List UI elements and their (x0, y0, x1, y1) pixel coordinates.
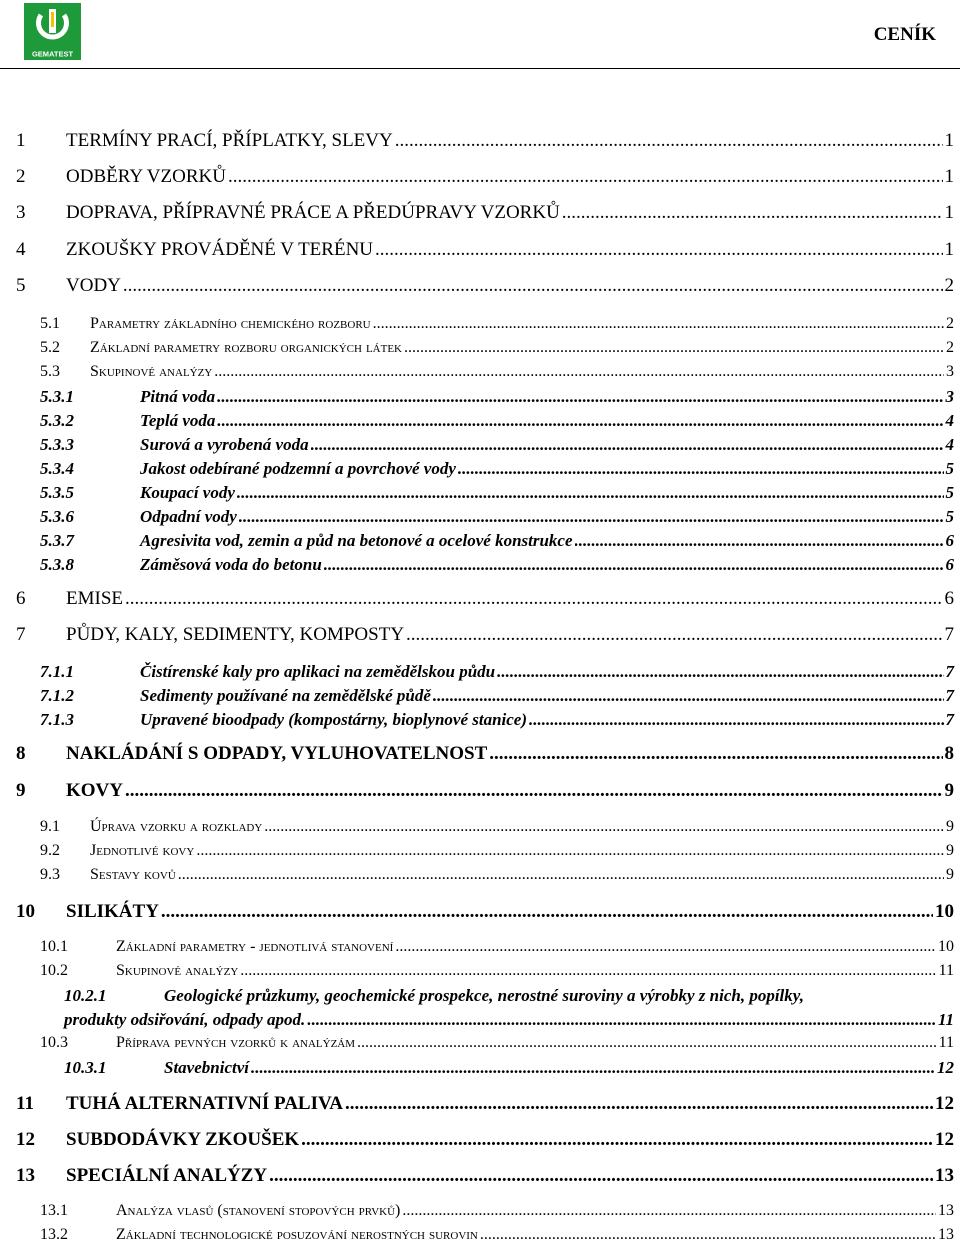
toc-entry-5-2[interactable] (40, 339, 954, 357)
toc-entry-8[interactable] (16, 743, 954, 765)
toc-leader (395, 130, 943, 152)
toc-leader (433, 686, 944, 706)
toc-title: Skupinové analýzy (90, 363, 213, 380)
toc-title: Základní technologické posuzování nerostných surovin (116, 1226, 478, 1243)
toc-entry-10-3-1[interactable] (64, 1058, 954, 1078)
toc-number: 10 (16, 901, 35, 922)
toc-page: 7 (945, 686, 954, 705)
toc-title: Koupací vody (140, 483, 235, 502)
toc-title: Jakost odebírané podzemní a povrchové vody (140, 459, 456, 478)
toc-page: 13 (938, 1202, 954, 1219)
toc-leader (161, 901, 933, 923)
toc-title: Upravené bioodpady (kompostárny, bioplynové stanice) (140, 710, 528, 729)
toc-number: 5.3.6 (40, 507, 74, 526)
toc-entry-6[interactable] (16, 588, 954, 610)
logo-text: GEMATEST (31, 49, 74, 59)
toc-entry-13-1[interactable] (40, 1202, 954, 1220)
toc-number: 5.3.1 (40, 387, 74, 406)
toc-page: 7 (945, 662, 954, 681)
toc-number: 10.3 (40, 1034, 68, 1051)
toc-page: 6 (944, 588, 954, 609)
toc-number: 9.1 (40, 818, 60, 835)
toc-title: NAKLÁDÁNÍ S ODPADY, VYLUHOVATELNOST (66, 743, 488, 764)
toc-entry-11[interactable] (16, 1093, 954, 1115)
toc-number: 3 (16, 202, 26, 223)
toc-number: 9.2 (40, 842, 60, 859)
toc-page: 11 (938, 1034, 954, 1051)
toc-entry-10[interactable] (16, 901, 954, 923)
toc-entry-9[interactable] (16, 780, 954, 802)
toc-title: Příprava pevných vzorků k analýzám (116, 1034, 356, 1051)
toc-leader (125, 588, 943, 610)
toc-number: 13 (16, 1165, 35, 1186)
toc-title: Skupinové analýzy (116, 962, 239, 979)
toc-entry-2[interactable] (16, 166, 954, 188)
toc-entry-5[interactable] (16, 275, 954, 297)
toc-title: TUHÁ ALTERNATIVNÍ PALIVA (66, 1093, 343, 1114)
toc-page: 2 (946, 315, 954, 332)
toc-leader (217, 411, 943, 431)
toc-entry-5-3-6[interactable] (40, 507, 954, 527)
toc-page: 2 (946, 339, 954, 356)
toc-leader (311, 435, 944, 455)
toc-entry-10-1[interactable] (40, 938, 954, 956)
toc-page: 1 (944, 166, 954, 187)
toc-number: 4 (16, 239, 26, 260)
toc-number: 6 (16, 588, 26, 609)
toc-title: Pitná voda (140, 387, 216, 406)
toc-page: 13 (938, 1226, 954, 1243)
toc-leader (345, 1093, 933, 1115)
toc-entry-5-1[interactable] (40, 315, 954, 333)
toc-leader (217, 387, 943, 407)
toc-leader (497, 662, 943, 682)
toc-title: TERMÍNY PRACÍ, PŘÍPLATKY, SLEVY (66, 130, 393, 151)
toc-number: 1 (16, 130, 26, 151)
toc-entry-5-3-8[interactable] (40, 555, 954, 575)
gematest-logo (24, 3, 81, 60)
toc-leader (489, 743, 942, 765)
toc-title: KOVY (66, 780, 123, 801)
toc-number: 5.3.8 (40, 555, 74, 574)
toc-leader (196, 842, 944, 860)
toc-page: 7 (945, 710, 954, 729)
toc-number: 13.2 (40, 1226, 68, 1243)
toc-title: Analýza vlasů (stanovení stopových prvků) (116, 1202, 401, 1219)
toc-entry-10-2-1[interactable] (64, 986, 954, 1006)
toc-leader (575, 531, 944, 551)
toc-leader (458, 459, 944, 479)
toc-page: 7 (944, 624, 954, 645)
toc-number: 5.1 (40, 315, 60, 332)
toc-title: ZKOUŠKY PROVÁDĚNÉ V TERÉNU (66, 239, 374, 260)
toc-number: 9 (16, 780, 26, 801)
toc-page: 11 (937, 1010, 954, 1029)
toc-number: 5.2 (40, 339, 60, 356)
toc-entry-5-3-7[interactable] (40, 531, 954, 551)
toc-number: 10.2.1 (64, 986, 107, 1005)
toc-page: 11 (938, 962, 954, 979)
toc-entry-13[interactable] (16, 1165, 954, 1187)
toc-leader (375, 239, 942, 261)
toc-number: 2 (16, 166, 26, 187)
toc-page: 5 (945, 459, 954, 478)
toc-leader (214, 363, 944, 381)
toc-page: 9 (946, 866, 954, 883)
toc-number: 5.3.4 (40, 459, 74, 478)
toc-page: 8 (944, 743, 954, 764)
toc-entry-5-3[interactable] (40, 363, 954, 381)
toc-leader (301, 1129, 933, 1151)
toc-page: 9 (946, 818, 954, 835)
toc-title: Geologické průzkumy, geochemické prospekce, nerostné suroviny a výrobky z nich, popílky, (164, 986, 804, 1005)
toc-title: Základní parametry rozboru organických látek (90, 339, 402, 356)
toc-page: 12 (937, 1058, 954, 1077)
toc-title: Odpadní vody (140, 507, 237, 526)
toc-leader (395, 938, 936, 956)
toc-page: 12 (935, 1129, 954, 1150)
toc-entry-12[interactable] (16, 1129, 954, 1151)
toc-title: SILIKÁTY (66, 901, 159, 922)
toc-leader (307, 1010, 936, 1030)
toc-entry-9-2[interactable] (40, 842, 954, 860)
toc-leader (480, 1226, 936, 1244)
toc-title: SUBDODÁVKY ZKOUŠEK (66, 1129, 300, 1150)
toc-number: 5.3 (40, 363, 60, 380)
toc-number: 7.1.1 (40, 662, 74, 681)
toc-title: Základní parametry - jednotlivá stanovení (116, 938, 394, 955)
toc-entry-7-1-3[interactable] (40, 710, 954, 730)
toc-page: 9 (946, 842, 954, 859)
toc-title: Teplá voda (140, 411, 216, 430)
toc-title: SPECIÁLNÍ ANALÝZY (66, 1165, 268, 1186)
toc-title: Agresivita vod, zemin a půd na betonové a ocelové konstrukce (140, 531, 573, 550)
toc-entry-10-2[interactable] (40, 962, 954, 980)
toc-entry-1[interactable] (16, 130, 954, 152)
toc-number: 7.1.2 (40, 686, 74, 705)
toc-entry-10-2-1-cont[interactable] (64, 1010, 954, 1030)
toc-leader (251, 1058, 935, 1078)
toc-page: 5 (945, 483, 954, 502)
toc-title: Surová a vyrobená voda (140, 435, 309, 454)
toc-entry-9-3[interactable] (40, 866, 954, 884)
toc-entry-5-3-1[interactable] (40, 387, 954, 407)
toc-leader (239, 507, 944, 527)
toc-number: 5.3.5 (40, 483, 74, 502)
toc-leader (373, 315, 944, 333)
toc-entry-9-1[interactable] (40, 818, 954, 836)
toc-entry-7-1-2[interactable] (40, 686, 954, 706)
toc-leader (237, 483, 944, 503)
toc-entry-3[interactable] (16, 202, 954, 224)
toc-page: 3 (945, 387, 954, 406)
toc-number: 10.3.1 (64, 1058, 107, 1077)
toc-entry-5-3-4[interactable] (40, 459, 954, 479)
toc-title: Záměsová voda do betonu (140, 555, 322, 574)
toc-title: PŮDY, KALY, SEDIMENTY, KOMPOSTY (66, 624, 405, 645)
toc-leader (357, 1034, 937, 1052)
toc-leader (406, 624, 942, 646)
toc-entry-13-2[interactable] (40, 1226, 954, 1244)
toc-page: 4 (945, 411, 954, 430)
toc-leader (264, 818, 944, 836)
toc-title: Úprava vzorku a rozklady (90, 818, 263, 835)
toc-title: Sedimenty používané na zemědělské půdě (140, 686, 431, 705)
toc-number: 8 (16, 743, 26, 764)
toc-leader (228, 166, 943, 188)
toc-page: 12 (935, 1093, 954, 1114)
toc-number: 12 (16, 1129, 35, 1150)
toc-number: 5.3.2 (40, 411, 74, 430)
toc-number: 5.3.3 (40, 435, 74, 454)
toc-leader (529, 710, 943, 730)
toc-number: 9.3 (40, 866, 60, 883)
toc-number: 10.2 (40, 962, 68, 979)
toc-page: 13 (935, 1165, 954, 1186)
toc-title-continuation: produkty odsiřování, odpady apod. (64, 1010, 306, 1029)
toc-leader (123, 275, 943, 297)
toc-number: 10.1 (40, 938, 68, 955)
toc-page: 2 (944, 275, 954, 296)
toc-entry-4[interactable] (16, 239, 954, 261)
toc-entry-5-3-5[interactable] (40, 483, 954, 503)
toc-leader (240, 962, 936, 980)
toc-title: ODBĚRY VZORKŮ (66, 166, 226, 187)
toc-page: 10 (938, 938, 954, 955)
toc-entry-7-1-1[interactable] (40, 662, 954, 682)
header-rule (0, 68, 960, 69)
toc-title: EMISE (66, 588, 123, 609)
toc-title: Čistírenské kaly pro aplikaci na zemědělskou půdu (140, 662, 496, 681)
toc-page: 1 (944, 239, 954, 260)
toc-leader (402, 1202, 936, 1220)
toc-entry-5-3-3[interactable] (40, 435, 954, 455)
toc-page: 1 (944, 202, 954, 223)
toc-leader (404, 339, 944, 357)
toc-page: 5 (945, 507, 954, 526)
toc-leader (324, 555, 944, 575)
toc-number: 13.1 (40, 1202, 68, 1219)
toc-page: 9 (944, 780, 954, 801)
toc-entry-7[interactable] (16, 624, 954, 646)
toc-leader (178, 866, 944, 884)
page-title: CENÍK (873, 24, 936, 45)
toc-leader (269, 1165, 933, 1187)
toc-page: 6 (945, 531, 954, 550)
toc-entry-10-3[interactable] (40, 1034, 954, 1052)
toc-title: DOPRAVA, PŘÍPRAVNÉ PRÁCE A PŘEDÚPRAVY VZORKŮ (66, 202, 560, 223)
toc-page: 10 (935, 901, 954, 922)
toc-title: VODY (66, 275, 121, 296)
toc-number: 5 (16, 275, 26, 296)
toc-number: 11 (16, 1093, 34, 1114)
toc-page: 3 (946, 363, 954, 380)
toc-number: 5.3.7 (40, 531, 74, 550)
toc-title: Stavebnictví (164, 1058, 249, 1077)
toc-leader (562, 202, 943, 224)
toc-page: 4 (945, 435, 954, 454)
toc-number: 7.1.3 (40, 710, 74, 729)
toc-title: Jednotlivé kovy (90, 842, 195, 859)
toc-page: 6 (945, 555, 954, 574)
toc-title: Parametry základního chemického rozboru (90, 315, 371, 332)
toc-entry-5-3-2[interactable] (40, 411, 954, 431)
toc-number: 7 (16, 624, 26, 645)
toc-title: Sestavy kovů (90, 866, 176, 883)
toc-page: 1 (944, 130, 954, 151)
toc-leader (125, 780, 943, 802)
